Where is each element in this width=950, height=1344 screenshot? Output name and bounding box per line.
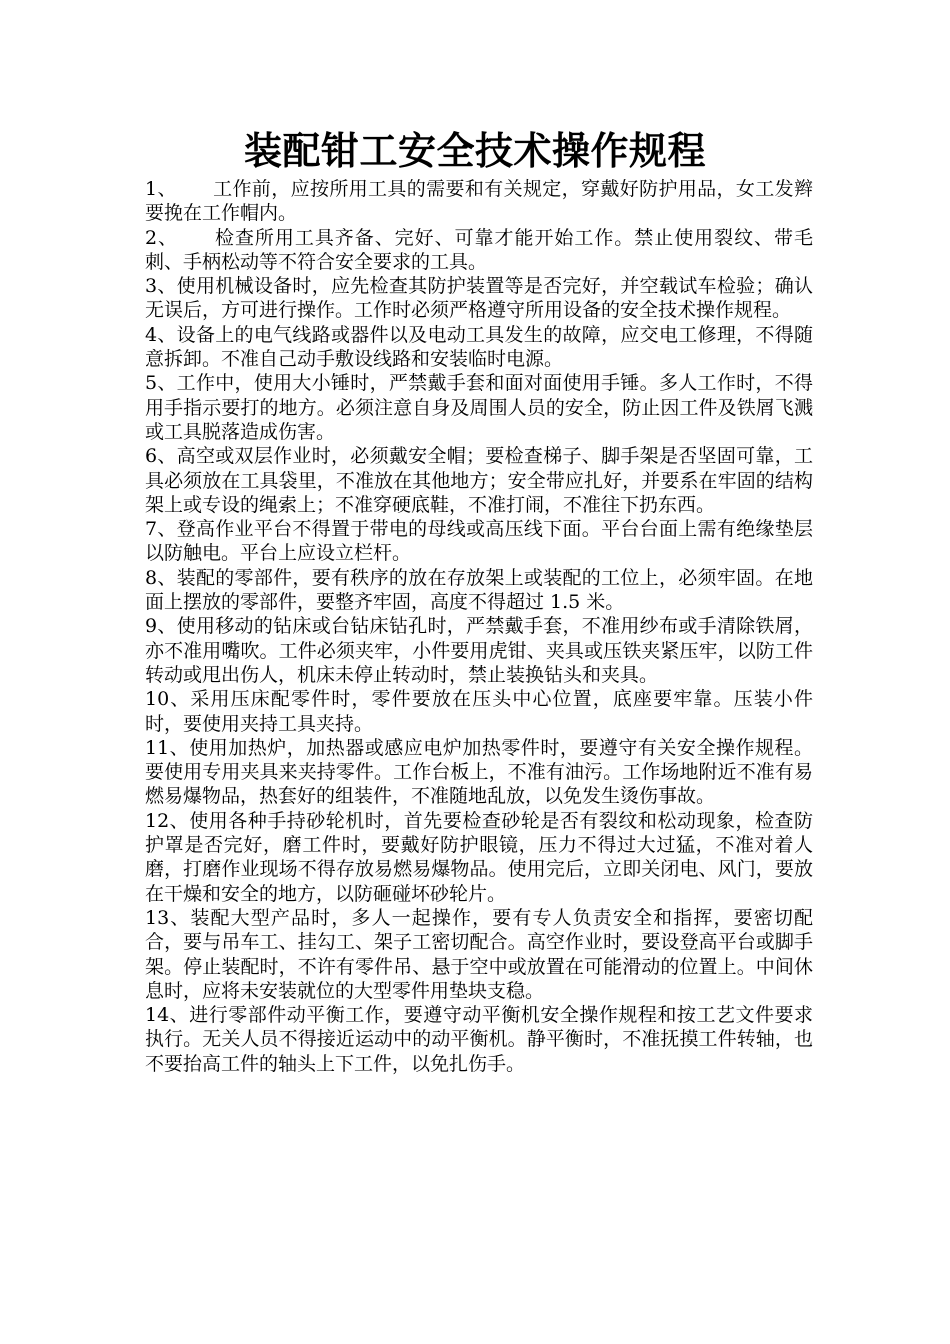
clause-item — [145, 274, 813, 323]
clause-number: 3、 — [145, 275, 177, 298]
clause-text: 工作前，应按所用工具的需要和有关规定，穿戴好防护用品，女工发辫要挽在工作帽内。 — [145, 178, 813, 225]
clause-text: 设备上的电气线路或器件以及电动工具发生的故障，应交电工修理，不得随意拆卸。不准自己动手敷设线路和安装临时电源。 — [145, 323, 813, 371]
clause-number: 11、 — [145, 736, 190, 759]
clause-item — [145, 517, 813, 566]
clause-text: 检查所用工具齐备、完好、可靠才能开始工作。禁止使用裂纹、带毛刺、手柄松动等不符合安全要求的工具。 — [145, 226, 813, 273]
clause-number: 7、 — [145, 518, 177, 541]
clause-number: 6、 — [145, 445, 177, 468]
clause-text: 登高作业平台不得置于带电的母线或高压线下面。平台台面上需有绝缘垫层以防触电。平台上应设立栏杆。 — [145, 518, 813, 565]
clause-item — [145, 444, 813, 517]
clause-item — [145, 687, 813, 736]
clause-text: 装配的零部件，要有秩序的放在存放架上或装配的工位上，必须牢固。在地面上摆放的零部件，要整齐牢固，高度不得超过 1.5 米。 — [145, 566, 813, 614]
clause-number: 14、 — [145, 1004, 190, 1027]
clause-number: 4、 — [145, 323, 177, 346]
clause-text: 工作中，使用大小锤时，严禁戴手套和面对面使用手锤。多人工作时，不得用手指示要打的地方。必须注意自身及周围人员的安全，防止因工件及铁屑飞溅或工具脱落造成伤害。 — [145, 372, 813, 443]
clause-number: 5、 — [145, 372, 177, 395]
clause-text: 进行零部件动平衡工作，要遵守动平衡机安全操作规程和按工艺文件要求执行。无关人员不得接近运动中的动平衡机。静平衡时，不准抚摸工件转轴，也不要抬高工件的轴头上下工件，以免扎伤手。 — [145, 1004, 813, 1075]
clause-text: 使用机械设备时，应先检查其防护装置等是否完好，并空载试车检验；确认无误后，方可进行操作。工作时必须严格遵守所用设备的安全技术操作规程。 — [145, 275, 813, 322]
clause-item — [145, 371, 813, 444]
clause-item — [145, 566, 813, 615]
clause-text: 高空或双层作业时，必须戴安全帽；要检查梯子、脚手架是否坚固可靠，工具必须放在工具袋里，不准放在其他地方；安全带应扎好，并要系在牢固的结构架上或专设的绳索上；不准穿硬底鞋，不准打闹，不准往下扔东西。 — [145, 445, 813, 516]
clause-number: 9、 — [145, 615, 177, 638]
clause-item — [145, 809, 813, 906]
clause-text: 使用各种手持砂轮机时，首先要检查砂轮是否有裂纹和松动现象，检查防护罩是否完好，磨工件时，要戴好防护眼镜，压力不得过大过猛，不准对着人磨，打磨作业现场不得存放易燃易爆物品。使用完后，立即关闭电、风门，要放在干燥和安全的地方，以防砸碰坏砂轮片。 — [145, 809, 813, 905]
clause-text: 采用压床配零件时，零件要放在压头中心位置，底座要牢靠。压装小件时，要使用夹持工具夹持。 — [145, 688, 813, 735]
clause-text: 使用移动的钻床或台钻床钻孔时，严禁戴手套，不准用纱布或手清除铁屑，亦不准用嘴吹。工件必须夹牢，小件要用虎钳、夹具或压铁夹紧压牢，以防工件转动或甩出伤人，机床未停止转动时，禁止装换钻头和夹具。 — [145, 615, 813, 686]
clause-item — [145, 614, 813, 687]
clause-text: 使用加热炉，加热器或感应电炉加热零件时，要遵守有关安全操作规程。要使用专用夹具来夹持零件。工作台板上，不准有油污。工作场地附近不准有易燃易爆物品，热套好的组装件，不准随地乱放，以免发生烫伤事故。 — [145, 736, 813, 808]
clause-item — [145, 177, 813, 226]
clause-number: 12、 — [145, 809, 190, 832]
clause-item — [145, 736, 813, 809]
clause-number: 2、 — [145, 226, 179, 249]
clause-number: 13、 — [145, 906, 191, 929]
clause-item — [145, 323, 813, 372]
document-title: 装配钳工安全技术操作规程 — [243, 128, 706, 173]
clause-item — [145, 226, 813, 275]
clause-number: 8、 — [145, 566, 177, 589]
clause-list — [145, 177, 813, 1076]
clause-number: 10、 — [145, 688, 191, 711]
clause-item — [145, 1003, 813, 1076]
clause-text: 装配大型产品时，多人一起操作，要有专人负责安全和指挥，要密切配合，要与吊车工、挂勾工、架子工密切配合。高空作业时，要设登高平台或脚手架。停止装配时，不许有零件吊、悬于空中或放置在可能滑动的位置上。中间休息时，应将未安装就位的大型零件用垫块支稳。 — [145, 906, 813, 1002]
clause-item — [145, 906, 813, 1003]
clause-number: 1、 — [145, 178, 177, 200]
